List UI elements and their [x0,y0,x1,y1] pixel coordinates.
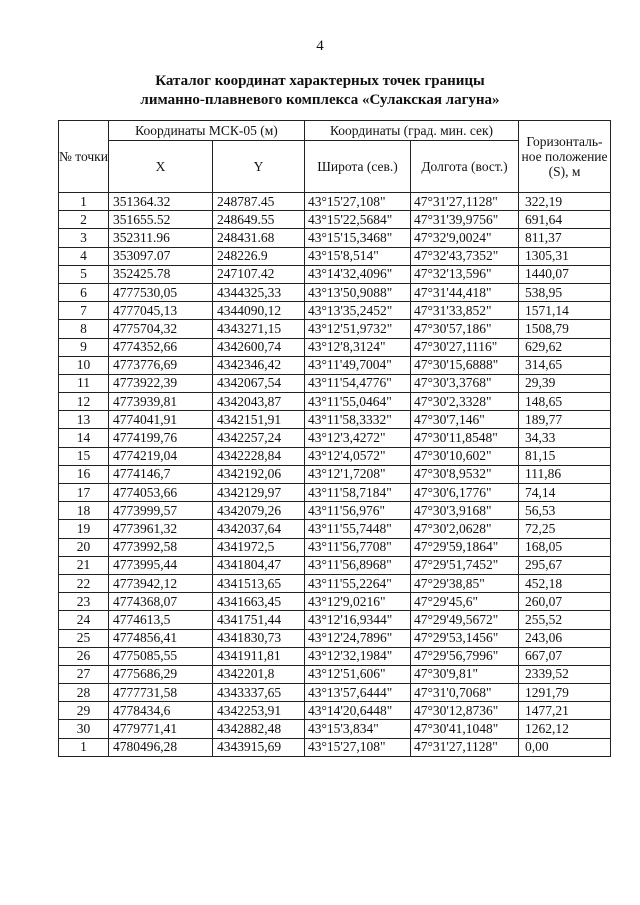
cell-y: 4341804,47 [213,556,305,574]
cell-y: 4342151,91 [213,411,305,429]
cell-distance: 56,53 [519,502,611,520]
cell-lat: 43°12'51,606" [305,665,411,683]
cell-point-no: 25 [59,629,109,647]
cell-lat: 43°14'32,4096" [305,265,411,283]
cell-y: 4344090,12 [213,302,305,320]
cell-y: 4341513,65 [213,574,305,592]
cell-y: 4342228,84 [213,447,305,465]
table-row [59,629,611,647]
cell-distance: 1262,12 [519,720,611,738]
cell-distance: 34,33 [519,429,611,447]
cell-x: 4774368,07 [109,593,213,611]
cell-point-no: 11 [59,374,109,392]
cell-distance: 691,64 [519,211,611,229]
table-row [59,320,611,338]
cell-lat: 43°12'8,3124" [305,338,411,356]
cell-x: 4774146,7 [109,465,213,483]
title-line-2: лиманно-плавневого комплекса «Сулакская лагуна» [140,92,500,108]
cell-lon: 47°31'27,1128" [411,193,519,211]
cell-point-no: 6 [59,283,109,301]
cell-y: 248649.55 [213,211,305,229]
cell-lon: 47°32'13,596" [411,265,519,283]
cell-point-no: 10 [59,356,109,374]
cell-lon: 47°30'11,8548" [411,429,519,447]
cell-lat: 43°12'24,7896" [305,629,411,647]
cell-distance: 148,65 [519,393,611,411]
cell-x: 4775085,55 [109,647,213,665]
header-point-no: № точки [59,121,109,193]
cell-y: 4342067,54 [213,374,305,392]
table-row [59,393,611,411]
cell-point-no: 20 [59,538,109,556]
title-line-1: Каталог координат характерных точек границы [155,73,485,89]
table-row [59,556,611,574]
cell-x: 4779771,41 [109,720,213,738]
page-number: 4 [316,38,324,54]
cell-distance: 314,65 [519,356,611,374]
cell-lon: 47°30'27,1116" [411,338,519,356]
cell-lon: 47°31'33,852" [411,302,519,320]
cell-x: 351655.52 [109,211,213,229]
cell-point-no: 18 [59,502,109,520]
cell-lat: 43°12'16,9344" [305,611,411,629]
cell-y: 4341972,5 [213,538,305,556]
cell-x: 353097.07 [109,247,213,265]
cell-distance: 0,00 [519,738,611,756]
cell-x: 4773922,39 [109,374,213,392]
cell-x: 4774219,04 [109,447,213,465]
cell-point-no: 14 [59,429,109,447]
cell-point-no: 19 [59,520,109,538]
cell-distance: 111,86 [519,465,611,483]
cell-lat: 43°12'51,9732" [305,320,411,338]
cell-lon: 47°29'59,1864" [411,538,519,556]
cell-point-no: 1 [59,738,109,756]
cell-x: 4774352,66 [109,338,213,356]
cell-lat: 43°15'27,108" [305,193,411,211]
cell-lon: 47°30'57,186" [411,320,519,338]
cell-y: 4342600,74 [213,338,305,356]
cell-y: 4343271,15 [213,320,305,338]
cell-lat: 43°11'58,7184" [305,484,411,502]
cell-x: 352425.78 [109,265,213,283]
table-row [59,447,611,465]
cell-distance: 322,19 [519,193,611,211]
cell-x: 4774199,76 [109,429,213,447]
cell-y: 4342079,26 [213,502,305,520]
cell-distance: 29,39 [519,374,611,392]
cell-point-no: 17 [59,484,109,502]
table-row [59,283,611,301]
cell-x: 352311.96 [109,229,213,247]
table-row [59,665,611,683]
table-row [59,302,611,320]
cell-x: 4773942,12 [109,574,213,592]
cell-point-no: 7 [59,302,109,320]
cell-point-no: 2 [59,211,109,229]
cell-x: 4773992,58 [109,538,213,556]
cell-y: 4344325,33 [213,283,305,301]
cell-distance: 1440,07 [519,265,611,283]
table-row [59,211,611,229]
cell-distance: 260,07 [519,593,611,611]
table-row [59,647,611,665]
cell-distance: 243,06 [519,629,611,647]
header-distance: Горизонталь-ное положение (S), м [519,121,611,193]
cell-x: 4775704,32 [109,320,213,338]
cell-lat: 43°11'49,7004" [305,356,411,374]
coordinates-table [58,120,611,757]
cell-x: 4774053,66 [109,484,213,502]
cell-y: 4341830,73 [213,629,305,647]
cell-point-no: 29 [59,702,109,720]
cell-distance: 74,14 [519,484,611,502]
cell-lon: 47°30'7,146" [411,411,519,429]
table-row [59,229,611,247]
cell-point-no: 9 [59,338,109,356]
cell-y: 4343915,69 [213,738,305,756]
cell-point-no: 22 [59,574,109,592]
cell-x: 4774041,91 [109,411,213,429]
cell-x: 4773939,81 [109,393,213,411]
cell-point-no: 5 [59,265,109,283]
cell-lat: 43°13'35,2452" [305,302,411,320]
cell-point-no: 24 [59,611,109,629]
cell-x: 4773995,44 [109,556,213,574]
cell-lat: 43°14'20,6448" [305,702,411,720]
cell-lat: 43°11'55,0464" [305,393,411,411]
cell-lat: 43°12'3,4272" [305,429,411,447]
cell-distance: 81,15 [519,447,611,465]
table-row [59,520,611,538]
header-msk-group: Координаты МСК-05 (м) [109,121,305,141]
cell-distance: 629,62 [519,338,611,356]
cell-lat: 43°11'56,7708" [305,538,411,556]
table-row [59,247,611,265]
cell-y: 4343337,65 [213,684,305,702]
table-row [59,484,611,502]
cell-lat: 43°13'50,9088" [305,283,411,301]
cell-y: 4342253,91 [213,702,305,720]
cell-lon: 47°31'44,418" [411,283,519,301]
cell-distance: 1571,14 [519,302,611,320]
cell-y: 4342192,06 [213,465,305,483]
table-body [59,193,611,757]
cell-x: 4773776,69 [109,356,213,374]
cell-lon: 47°29'49,5672" [411,611,519,629]
cell-lat: 43°11'58,3332" [305,411,411,429]
cell-lon: 47°31'0,7068" [411,684,519,702]
cell-lon: 47°30'41,1048" [411,720,519,738]
header-geo-group: Координаты (град. мин. сек) [305,121,519,141]
cell-lon: 47°30'2,0628" [411,520,519,538]
cell-point-no: 1 [59,193,109,211]
cell-lat: 43°15'22,5684" [305,211,411,229]
cell-distance: 189,77 [519,411,611,429]
cell-point-no: 15 [59,447,109,465]
cell-lat: 43°12'32,1984" [305,647,411,665]
cell-lon: 47°32'43,7352" [411,247,519,265]
cell-lat: 43°15'3,834" [305,720,411,738]
cell-point-no: 16 [59,465,109,483]
table-row [59,356,611,374]
table-row [59,574,611,592]
cell-distance: 2339,52 [519,665,611,683]
cell-lat: 43°15'8,514" [305,247,411,265]
table-row [59,702,611,720]
cell-distance: 1477,21 [519,702,611,720]
cell-lon: 47°30'12,8736" [411,702,519,720]
cell-x: 4773999,57 [109,502,213,520]
table-row [59,538,611,556]
cell-lon: 47°31'27,1128" [411,738,519,756]
cell-y: 4342882,48 [213,720,305,738]
table-row [59,338,611,356]
cell-lat: 43°15'27,108" [305,738,411,756]
table-row [59,429,611,447]
cell-lat: 43°11'56,976" [305,502,411,520]
cell-distance: 811,37 [519,229,611,247]
cell-x: 351364.32 [109,193,213,211]
cell-x: 4775686,29 [109,665,213,683]
cell-distance: 72,25 [519,520,611,538]
cell-lon: 47°29'45,6" [411,593,519,611]
table-row [59,593,611,611]
cell-lon: 47°30'8,9532" [411,465,519,483]
cell-lon: 47°32'9,0024" [411,229,519,247]
cell-lon: 47°30'6,1776" [411,484,519,502]
cell-x: 4778434,6 [109,702,213,720]
cell-distance: 1305,31 [519,247,611,265]
cell-lat: 43°11'55,7448" [305,520,411,538]
cell-point-no: 3 [59,229,109,247]
cell-x: 4773961,32 [109,520,213,538]
header-lon: Долгота (вост.) [411,141,519,193]
cell-distance: 295,67 [519,556,611,574]
cell-lat: 43°11'55,2264" [305,574,411,592]
cell-lon: 47°29'53,1456" [411,629,519,647]
cell-lon: 47°29'51,7452" [411,556,519,574]
table-row [59,684,611,702]
cell-lon: 47°30'3,9168" [411,502,519,520]
cell-lon: 47°29'38,85" [411,574,519,592]
cell-lon: 47°29'56,7996" [411,647,519,665]
cell-lat: 43°11'54,4776" [305,374,411,392]
cell-distance: 538,95 [519,283,611,301]
cell-lon: 47°30'3,3768" [411,374,519,392]
cell-lon: 47°31'39,9756" [411,211,519,229]
cell-lon: 47°30'10,602" [411,447,519,465]
cell-point-no: 23 [59,593,109,611]
cell-point-no: 30 [59,720,109,738]
header-lat: Широта (сев.) [305,141,411,193]
cell-lat: 43°12'9,0216" [305,593,411,611]
cell-y: 4341911,81 [213,647,305,665]
table-row [59,193,611,211]
cell-point-no: 4 [59,247,109,265]
table-row [59,265,611,283]
cell-y: 247107.42 [213,265,305,283]
cell-x: 4774613,5 [109,611,213,629]
cell-y: 4341751,44 [213,611,305,629]
table-row [59,465,611,483]
cell-y: 248431.68 [213,229,305,247]
cell-lat: 43°11'56,8968" [305,556,411,574]
cell-lat: 43°15'15,3468" [305,229,411,247]
cell-y: 248226.9 [213,247,305,265]
cell-point-no: 21 [59,556,109,574]
cell-y: 248787.45 [213,193,305,211]
cell-y: 4342037,64 [213,520,305,538]
cell-lat: 43°12'4,0572" [305,447,411,465]
cell-distance: 255,52 [519,611,611,629]
cell-lat: 43°12'1,7208" [305,465,411,483]
cell-distance: 452,18 [519,574,611,592]
header-x: X [109,141,213,193]
cell-point-no: 28 [59,684,109,702]
cell-distance: 1291,79 [519,684,611,702]
table-row [59,720,611,738]
cell-x: 4780496,28 [109,738,213,756]
header-y: Y [213,141,305,193]
cell-point-no: 27 [59,665,109,683]
cell-point-no: 26 [59,647,109,665]
cell-x: 4777731,58 [109,684,213,702]
table-row [59,411,611,429]
cell-y: 4342043,87 [213,393,305,411]
cell-point-no: 12 [59,393,109,411]
cell-x: 4777045,13 [109,302,213,320]
cell-y: 4342346,42 [213,356,305,374]
cell-y: 4342129,97 [213,484,305,502]
cell-y: 4342257,24 [213,429,305,447]
cell-y: 4341663,45 [213,593,305,611]
cell-lon: 47°30'9,81" [411,665,519,683]
cell-distance: 1508,79 [519,320,611,338]
cell-point-no: 13 [59,411,109,429]
table-row [59,738,611,756]
document-title [0,72,640,110]
cell-distance: 667,07 [519,647,611,665]
table-row [59,374,611,392]
table-row [59,611,611,629]
table-row [59,502,611,520]
cell-lon: 47°30'15,6888" [411,356,519,374]
cell-x: 4774856,41 [109,629,213,647]
cell-lon: 47°30'2,3328" [411,393,519,411]
cell-point-no: 8 [59,320,109,338]
cell-y: 4342201,8 [213,665,305,683]
cell-distance: 168,05 [519,538,611,556]
cell-lat: 43°13'57,6444" [305,684,411,702]
cell-x: 4777530,05 [109,283,213,301]
